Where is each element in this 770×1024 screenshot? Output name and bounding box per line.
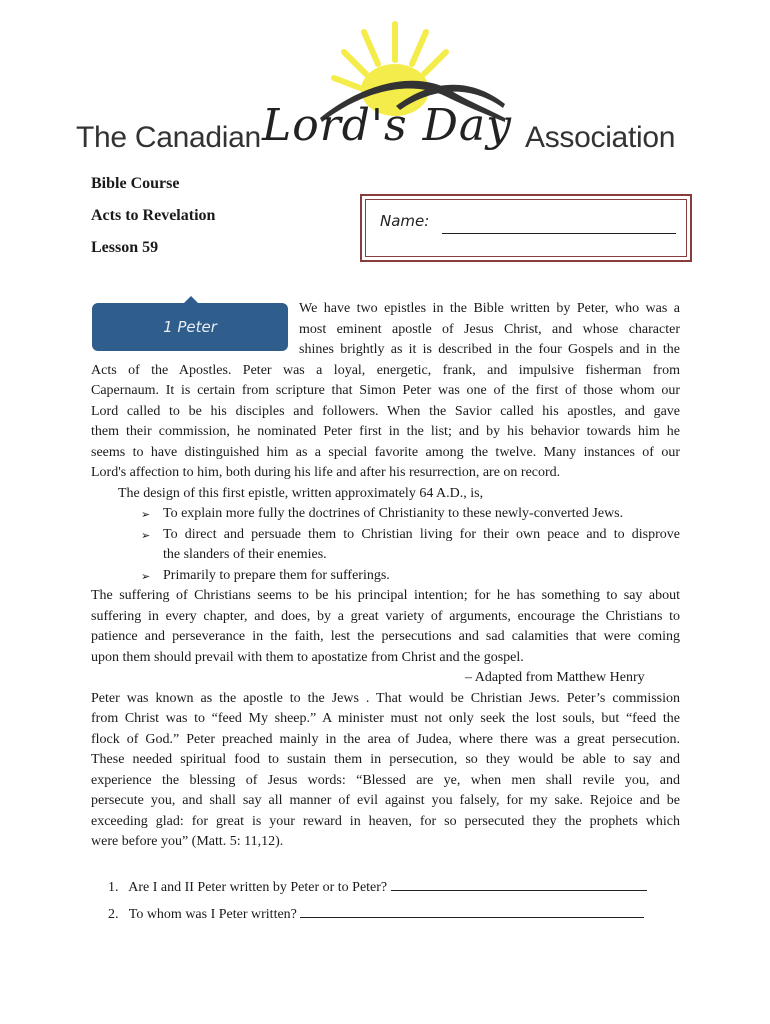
course-subtitle: Acts to Revelation (91, 207, 216, 224)
arrow-bullet-icon: ➢ (141, 508, 151, 521)
design-intro: The design of this first epistle, written approximately 64 A.D., is, (118, 486, 484, 501)
intro-line: Lord called to be his disciples and followers. When the Savior called his apostles, and gave (91, 404, 680, 419)
name-label: Name: (380, 212, 430, 230)
question-number: 2. (108, 907, 119, 922)
intro-line: Acts of the Apostles. Peter was a loyal, energetic, frank, and impulsive fisherman from (91, 363, 680, 378)
question-number: 1. (108, 880, 119, 895)
question-item (108, 903, 644, 923)
logo-text-left: The Canadian (76, 121, 261, 154)
course-title: Bible Course (91, 175, 180, 192)
intro-line: most eminent apostle of Jesus Christ, and whose character (299, 322, 680, 337)
question-text: Are I and II Peter written by Peter or to Peter? (128, 880, 388, 895)
question-text: To whom was I Peter written? (128, 907, 297, 922)
logo-script-text: Lord's Day (262, 100, 512, 151)
bullet-item: To explain more fully the doctrines of Christianity to these newly-converted Jews. (163, 506, 624, 521)
peter-line: were before you” (Matt. 5: 11,12). (91, 834, 284, 849)
name-box (360, 194, 692, 262)
intro-line: Lord's affection to him, both during his life and after his resurrection, are on record. (91, 465, 561, 480)
bullet-item-continuation: the slanders of their enemies. (163, 547, 327, 562)
suffering-line: The suffering of Christians seems to be his principal intention; for he has something to say about (91, 588, 680, 603)
intro-line: shines brightly as it is described in the four Gospels and in the (299, 342, 680, 357)
suffering-line: upon them should prevail with them to apostatize from Christ and the gospel. (91, 650, 524, 665)
answer-line[interactable] (300, 903, 644, 918)
bullet-item: Primarily to prepare them for sufferings. (163, 568, 390, 583)
question-item (108, 876, 647, 896)
attribution: – Adapted from Matthew Henry (465, 670, 645, 685)
book-badge-label: 1 Peter (163, 318, 217, 336)
peter-line: exceeding glad: for great is your reward in heaven, for so persecuted they the prophets which (91, 814, 680, 829)
intro-line: We have two epistles in the Bible written by Peter, who was a (299, 301, 680, 316)
answer-line[interactable] (391, 876, 647, 891)
intro-line: them their commission, he nominated Peter first in the list; and by his behavior towards him he (91, 424, 680, 439)
suffering-line: suffering in every chapter, and does, by a great variety of arguments, encourage the Christians to (91, 609, 680, 624)
peter-line: flock of God.” Peter preached mainly in the area of Judea, where there was a great persecution. (91, 732, 680, 747)
name-input-line[interactable] (442, 233, 676, 234)
peter-line: from Christ was to “feed My sheep.” A minister must not only seek the lost souls, but “feed the (91, 711, 680, 726)
organization-logo (0, 0, 770, 190)
intro-line: seems to have distinguished him as a special favorite among the twelve. Many instances of our (91, 445, 680, 460)
suffering-line: patience and perseverance in the faith, lest the persecutions and sad calamities that were coming (91, 629, 680, 644)
peter-line: persecute you, and shall say all manner of evil against you falsely, for my sake. Rejoice and be (91, 793, 680, 808)
intro-line: Capernaum. It is certain from scripture that Simon Peter was one of the first of those whom our (91, 383, 680, 398)
peter-line: Peter was known as the apostle to the Jews . That would be Christian Jews. Peter’s commission (91, 691, 680, 706)
peter-line: These needed spiritual food to sustain them in persecution, so they would be able to say and (91, 752, 680, 767)
arrow-bullet-icon: ➢ (141, 529, 151, 542)
book-badge (92, 303, 288, 351)
peter-line: experience the blessing of Jesus words: “Blessed are ye, when men shall revile you, and (91, 773, 680, 788)
arrow-bullet-icon: ➢ (141, 570, 151, 583)
logo-text-right: Association (525, 121, 676, 154)
bullet-item: To direct and persuade them to Christian living for their own peace and to disprove (163, 527, 680, 542)
lesson-number: Lesson 59 (91, 239, 159, 256)
